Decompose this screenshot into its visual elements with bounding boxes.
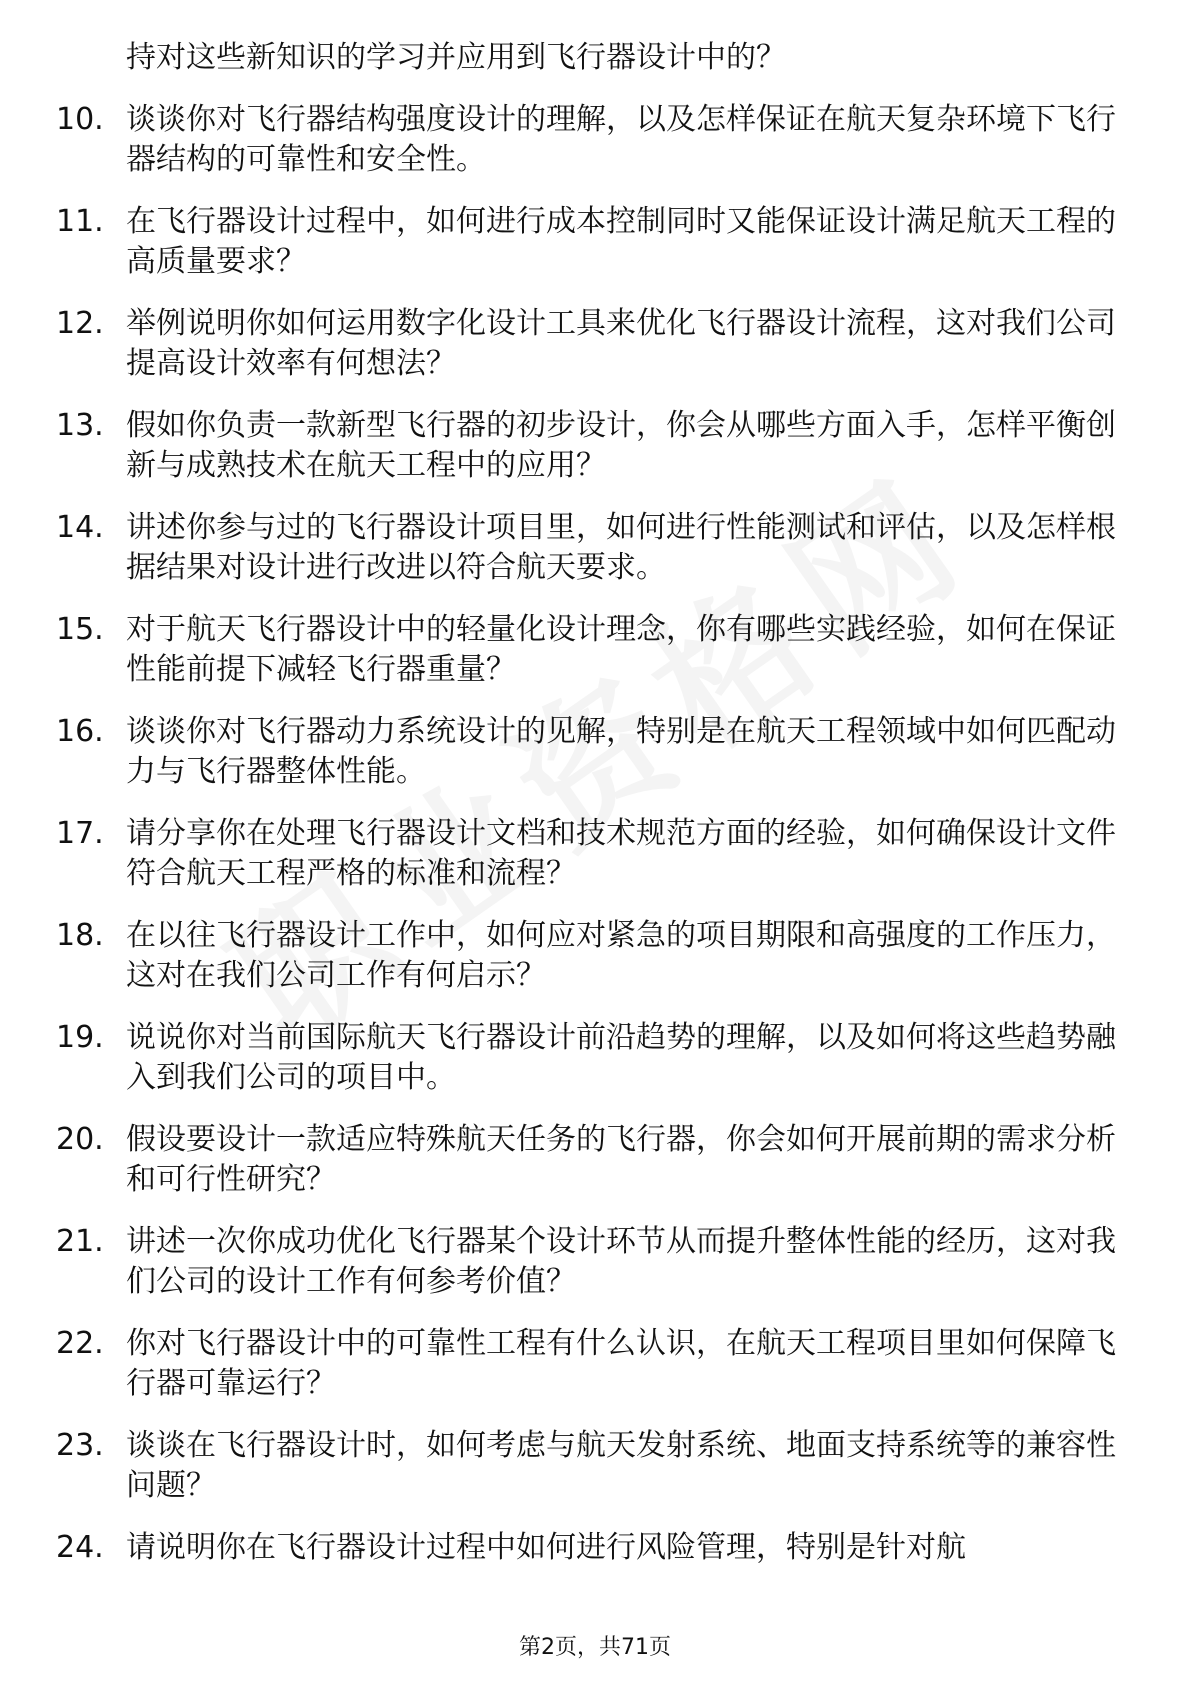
- question-text: 举例说明你如何运用数字化设计工具来优化飞行器设计流程，这对我们公司提高设计效率有何想法？: [126, 306, 1116, 381]
- list-item: [0, 916, 1190, 996]
- question-text: 对于航天飞行器设计中的轻量化设计理念，你有哪些实践经验，如何在保证性能前提下减轻飞行器重量？: [126, 612, 1116, 687]
- page-content: [0, 38, 1190, 1568]
- question-number: 18.: [56, 918, 104, 953]
- question-number: 19.: [56, 1020, 104, 1055]
- question-number: 11.: [56, 204, 104, 239]
- list-item: [0, 1120, 1190, 1200]
- question-text: 讲述一次你成功优化飞行器某个设计环节从而提升整体性能的经历，这对我们公司的设计工作有何参考价值？: [126, 1224, 1116, 1299]
- question-text: 在飞行器设计过程中，如何进行成本控制同时又能保证设计满足航天工程的高质量要求？: [126, 204, 1116, 279]
- question-text: 请分享你在处理飞行器设计文档和技术规范方面的经验，如何确保设计文件符合航天工程严格的标准和流程？: [126, 816, 1116, 891]
- question-text: 谈谈你对飞行器结构强度设计的理解，以及怎样保证在航天复杂环境下飞行器结构的可靠性和安全性。: [126, 102, 1116, 177]
- question-text: 谈谈在飞行器设计时，如何考虑与航天发射系统、地面支持系统等的兼容性问题？: [126, 1428, 1116, 1503]
- list-item: [0, 304, 1190, 384]
- list-item: [0, 814, 1190, 894]
- continuation-text: 持对这些新知识的学习并应用到飞行器设计中的？: [126, 40, 786, 75]
- list-item: [0, 100, 1190, 180]
- list-item: [0, 1324, 1190, 1404]
- question-text: 假设要设计一款适应特殊航天任务的飞行器，你会如何开展前期的需求分析和可行性研究？: [126, 1122, 1116, 1197]
- list-item: [0, 712, 1190, 792]
- question-number: 10.: [56, 102, 104, 137]
- question-text: 说说你对当前国际航天飞行器设计前沿趋势的理解，以及如何将这些趋势融入到我们公司的项目中。: [126, 1020, 1116, 1095]
- question-number: 20.: [56, 1122, 104, 1157]
- question-number: 14.: [56, 510, 104, 545]
- question-text: 讲述你参与过的飞行器设计项目里，如何进行性能测试和评估，以及怎样根据结果对设计进行改进以符合航天要求。: [126, 510, 1116, 585]
- list-item: [0, 610, 1190, 690]
- question-number: 22.: [56, 1326, 104, 1361]
- question-number: 24.: [56, 1530, 104, 1565]
- page-footer: 第2页，共71页: [519, 1635, 671, 1660]
- question-number: 12.: [56, 306, 104, 341]
- question-text: 请说明你在飞行器设计过程中如何进行风险管理，特别是针对航: [126, 1530, 966, 1565]
- question-list: [0, 100, 1190, 1568]
- list-item: [0, 1426, 1190, 1506]
- list-item: [0, 406, 1190, 486]
- question-text: 在以往飞行器设计工作中，如何应对紧急的项目期限和高强度的工作压力，这对在我们公司工作有何启示？: [126, 918, 1116, 993]
- question-text: 你对飞行器设计中的可靠性工程有什么认识，在航天工程项目里如何保障飞行器可靠运行？: [126, 1326, 1116, 1401]
- list-item: [0, 1222, 1190, 1302]
- question-number: 23.: [56, 1428, 104, 1463]
- list-item: [0, 508, 1190, 588]
- list-item: [0, 202, 1190, 282]
- question-text: 谈谈你对飞行器动力系统设计的见解，特别是在航天工程领域中如何匹配动力与飞行器整体性能。: [126, 714, 1116, 789]
- list-item: [0, 1018, 1190, 1098]
- list-item: [0, 1528, 1190, 1568]
- question-number: 17.: [56, 816, 104, 851]
- question-number: 16.: [56, 714, 104, 749]
- question-number: 21.: [56, 1224, 104, 1259]
- question-text: 假如你负责一款新型飞行器的初步设计，你会从哪些方面入手，怎样平衡创新与成熟技术在航天工程中的应用？: [126, 408, 1116, 483]
- question-number: 15.: [56, 612, 104, 647]
- question-number: 13.: [56, 408, 104, 443]
